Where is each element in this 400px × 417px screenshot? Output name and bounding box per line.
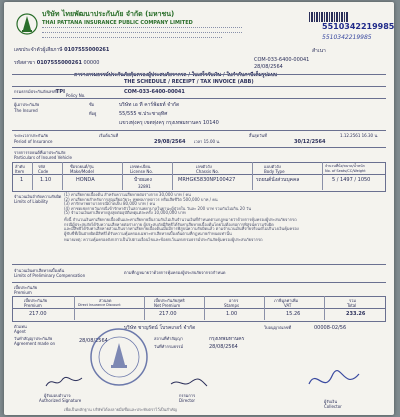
vehicle-cell: รถยนต์นั่งส่วนบุคคล — [256, 177, 300, 183]
vehicle-header: ลำดับ — [15, 164, 25, 169]
preliminary-value: ตามที่กฎหมายว่าด้วยการคุ้มครองผู้ประสบภัยจากรถกำหนด — [124, 270, 226, 275]
company-address-line — [42, 27, 242, 30]
premium-header-en: Stamps — [224, 303, 240, 308]
col-divider — [264, 296, 265, 320]
issue-label-en: Agreement made on — [14, 341, 56, 346]
doc-date: 28/08/2564 — [254, 64, 283, 70]
coverage-line: ทั้งนี้ จำนวนเงินค่าเสียหายเบื้องต้นและค่าเสียหายอื่นรวมกันไม่เกินจำนวนเงินที่กำหนดตามกฎหมายว่าด้วยการคุ้มครองผู้ประสบภัยจากรถ — [64, 216, 297, 222]
divider — [12, 174, 386, 175]
coverage-line: (2) ค่าเสียหายสำหรับการสูญเสียอวัยวะ ทุพพลภาพถาวร หรือเสียชีวิต 500,000 บาท / คน — [64, 196, 218, 202]
divider — [12, 264, 386, 265]
title-english: THE SCHEDULE / RECEIPT / TAX INVOICE (ABB) — [124, 79, 254, 85]
coverage-line: หมายเหตุ: ความคุ้มครองดังกล่าวเป็นไปตามเงื่อนไขและข้อยกเว้นแห่งกรมธรรม์ประกันภัยคุ้มครองผู้ประสบภัยจากรถ — [64, 237, 263, 243]
signature-left — [44, 374, 84, 390]
vehicle-header-en: No. of Seats/CC/Weight — [325, 169, 366, 173]
handwritten-number: 5510342219985 — [322, 34, 372, 41]
period-from-label: เริ่มต้นวันที่ — [99, 133, 119, 138]
signature-right — [304, 364, 364, 398]
insured-name: บริษัท เอ ที คาร์พ้อยท์ จำกัด — [119, 102, 180, 108]
coverage-label-en: Limits of Liability — [14, 199, 48, 204]
coverage-line: (1) ค่าเสียหายเบื้องต้น สำหรับความเสียหายต่อร่างกาย 30,000 บาท / คน — [64, 192, 191, 197]
divider — [12, 282, 386, 283]
vehicle-header-en: Item — [15, 169, 25, 174]
tax-id: 0107555000261 — [64, 47, 110, 53]
vehicle-cell: 1 — [20, 177, 24, 183]
issue-label: วันทำสัญญาประกันภัย — [14, 336, 53, 341]
period-to-label: สิ้นสุดวันที่ — [249, 133, 267, 138]
branch-label: รหัสสาขา — [14, 60, 36, 66]
premium-header: ส่วนลด — [99, 298, 112, 303]
issued-label: วันที่ทำกรมธรรม์ — [154, 344, 184, 349]
vehicle-header-en: Body Type — [264, 169, 285, 174]
vehicle-header: ชื่อรถยนต์/รุ่น — [70, 164, 94, 169]
premium-value: 1.00 — [226, 311, 238, 317]
vehicle-label-en: Particulars of Insured Vehicle — [14, 155, 72, 160]
insured-label-en: The Insured — [14, 108, 38, 113]
company-address-line — [42, 37, 222, 40]
coverage-lines — [64, 193, 386, 243]
vehicle-cell: 5 / 1497 / 1050 — [332, 177, 371, 183]
period-label: ระยะเวลาประกันภัย — [14, 133, 49, 138]
col-divider — [62, 162, 63, 190]
vehicle-header-en: Code — [38, 169, 49, 174]
period-time: เวลา 15.00 น. — [194, 139, 221, 144]
agent-license-label: ใบอนุญาตเลขที่ — [264, 325, 292, 330]
col-divider — [172, 162, 173, 190]
vehicle-header-en: License No. — [130, 169, 153, 174]
tax-id-label: เลขประจำตัวผู้เสียภาษี — [14, 47, 63, 53]
period-note: 1.12.2561 16.30 น. — [340, 133, 379, 138]
title-thai: ตารางกรมธรรม์ประกันภัยคุ้มครองผู้ประสบภัยจากรถ / ใบเสร็จรับเงิน / ใบกำกับภาษีเต็มรูปแบบ — [74, 72, 278, 78]
divider — [12, 147, 386, 148]
vehicle-cell: ป้ายแดง — [134, 177, 152, 183]
agent-name: บริษัท ชาญรัตน์ โบรคเกอร์ จำกัด — [124, 325, 196, 331]
insured-address: 55/555 ซ.ประชาอุทิศ — [119, 111, 168, 117]
divider — [12, 86, 386, 87]
premium-value: 15.26 — [286, 311, 301, 317]
coverage-line: (4) ค่าชดเชยรายวันกรณีเข้ารักษาตัวในสถานพยาบาลในฐานะผู้ป่วยใน วันละ 200 บาท รวมกันไม่เกิน 20 วัน — [64, 205, 252, 211]
signature-mid — [169, 374, 209, 390]
insured-district: แขวงทุ่งครุ เขตทุ่งครุ กรุงเทพมหานคร 10140 — [119, 120, 219, 126]
insured-label: ผู้เอาประกันภัย — [14, 102, 40, 107]
issue-date: 28/08/2564 — [79, 338, 108, 344]
footer-note: เพื่อเป็นหลักฐาน บริษัทได้ลงลายมือชื่อและประทับตราไว้เป็นสำคัญ — [64, 407, 178, 412]
col-divider — [144, 296, 145, 320]
signatory-mid-en: Director — [179, 398, 196, 403]
premium-value: 233.26 — [346, 311, 366, 317]
premium-header-en: Total — [347, 303, 357, 308]
coverage-label: จำนวนเงินจำกัดความรับผิด — [14, 194, 62, 199]
premium-header-en: Premium — [24, 303, 42, 308]
signatory-mid: กรรมการ — [179, 393, 196, 398]
issue-place-label: สถานที่ทำสัญญา — [154, 336, 183, 341]
branch-code: 00000 — [83, 60, 100, 66]
barcode — [309, 12, 349, 22]
col-divider — [32, 162, 33, 190]
vehicle-header-en: Chassis No. — [196, 169, 220, 174]
divider — [12, 130, 386, 131]
company-address-line — [42, 32, 242, 35]
insured-name-label: ชื่อ — [89, 102, 95, 107]
period-from: 29/08/2564 — [154, 139, 186, 145]
premium-header: รวม — [349, 298, 357, 303]
col-divider — [322, 162, 323, 190]
preliminary-label: จำนวนเงินค่าเสียหายเบื้องต้น — [14, 268, 65, 273]
tax-id-row — [14, 47, 109, 53]
doc-code: COM-033-6400-00041 — [254, 57, 310, 63]
col-divider — [252, 162, 253, 190]
vehicle-header-en: Make/Model — [70, 169, 94, 174]
vehicle-header: รหัส — [38, 164, 46, 169]
policy-code: TPI — [56, 89, 65, 95]
premium-header: เบี้ยประกันภัยสุทธิ — [154, 298, 185, 303]
premium-label-en: Premium — [14, 290, 32, 295]
premium-header-en: Direct Insurance Discount — [78, 303, 121, 307]
divider — [12, 308, 386, 309]
preliminary-label-en: Limits of Preliminary Compensation — [14, 273, 86, 278]
copy-label: สำเนา — [312, 48, 326, 54]
agent-label: ตัวแทน — [14, 324, 27, 329]
vehicle-header: แบบตัวถัง — [264, 164, 281, 169]
coverage-line: ผู้ขับขี่ที่เป็นฝ่ายผิดมีสิทธิได้รับความคุ้มครองเฉพาะค่าเสียหายเบื้องต้นตามที่กฎหมายกำหนดเท่านั้น — [64, 230, 232, 236]
signatory-left-en: Authorized Signature — [39, 398, 82, 403]
col-divider — [74, 296, 75, 320]
signatory-left: ผู้รับมอบอำนาจ — [44, 393, 71, 398]
vehicle-cell: 32891 — [138, 184, 151, 189]
col-divider — [204, 296, 205, 320]
vehicle-cell: 1.10 — [40, 177, 52, 183]
company-seal — [89, 327, 149, 387]
agent-license: 00008-02/56 — [314, 325, 347, 331]
col-divider — [324, 296, 325, 320]
policy-number: COM-033-6400-00041 — [124, 89, 185, 95]
vehicle-header: เลขทะเบียน — [130, 164, 151, 169]
premium-label: เบี้ยประกันภัย — [14, 285, 38, 290]
insured-address-label: ที่อยู่ — [89, 111, 97, 116]
coverage-line: (5) จำนวนเงินค่าเสียหายสูงสุดต่ออุบัติเหตุแต่ละครั้ง 10,000,000 บาท — [64, 210, 186, 216]
branch-row — [14, 60, 99, 66]
vehicle-header: เลขตัวถัง — [196, 164, 212, 169]
policy-label: กรมธรรม์ประกันภัยเลขที่ — [14, 89, 57, 94]
vehicle-label: รายการรถยนต์ที่เอาประกันภัย — [14, 150, 66, 155]
barcode-number: 5510342219985 — [322, 22, 394, 31]
coverage-line: (3) ค่ารักษาพยาบาลกรณีบาดเจ็บ 80,000 บาท / คน — [64, 201, 155, 207]
premium-header: เบี้ยประกันภัย — [24, 298, 48, 303]
vehicle-cell: MRHGK5830NP100427 — [178, 177, 236, 183]
coverage-line: กรณีผู้ประสบภัยได้รับความเสียหายต่อร่างกาย ผู้ประสบภัยมีสิทธิได้รับค่าเสียหายเบื้องต้นโดยไม่ต้องรอการพิสูจน์ความรับผิด — [64, 221, 274, 227]
tax-id: 0107555000261 — [36, 60, 82, 66]
agent-label-en: Agent — [14, 329, 26, 334]
period-label-en: Period of Insurance — [14, 139, 53, 144]
divider — [12, 98, 386, 99]
col-divider — [122, 162, 123, 190]
policy-label-en: Policy No. — [66, 93, 86, 98]
policy-document — [4, 2, 394, 415]
signatory-right-en: Collector — [324, 404, 342, 409]
premium-header: ภาษีมูลค่าเพิ่ม — [274, 298, 299, 303]
company-thai-name: บริษัท ไทยพัฒนาประกันภัย จำกัด (มหาชน) — [42, 10, 175, 18]
company-logo — [16, 12, 38, 36]
divider — [12, 74, 386, 75]
issue-place: กรุงเทพมหานคร — [209, 336, 245, 342]
premium-value: 217.00 — [29, 311, 47, 317]
premium-table — [12, 296, 386, 322]
vehicle-header: จำนวนที่นั่ง/ขนาด/น้ำหนัก — [325, 164, 365, 168]
period-to: 30/12/2564 — [294, 139, 326, 145]
company-english-name: THAI PATTANA INSURANCE PUBLIC COMPANY LIMITED — [42, 20, 193, 26]
premium-value: 217.00 — [159, 311, 177, 317]
premium-header-en: Net Premium — [154, 303, 181, 308]
coverage-line: และมีสิทธิได้รับค่าเสียหายส่วนเกินจากค่าเสียหายเบื้องต้นเมื่อมีการพิสูจน์ความรับผิดแล้ว ตามจำนวนเงินที่จ่ายจริงแต่ไม่เกินวงเงินคุ้มครอง — [64, 226, 299, 232]
signatory-right: ผู้รับเงิน — [324, 399, 338, 404]
issued-date: 28/08/2564 — [209, 344, 238, 350]
vehicle-cell: HONDA — [76, 177, 95, 183]
premium-header: อากร — [229, 298, 239, 303]
premium-header-en: VAT — [284, 303, 292, 308]
